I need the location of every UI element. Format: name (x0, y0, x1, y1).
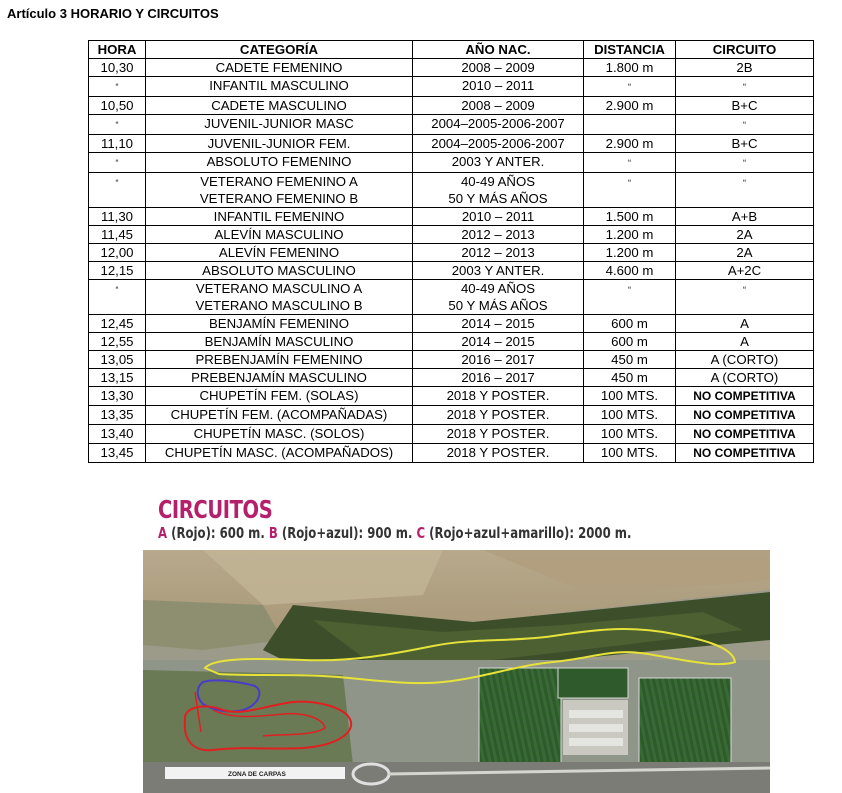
cell-ano-nac (413, 315, 584, 333)
cell-circuito (676, 406, 814, 425)
table-row (89, 369, 814, 387)
cell-circuito (676, 387, 814, 406)
cell-circuito (676, 244, 814, 262)
table-row (89, 59, 814, 77)
cell-distancia-text: 450 m (611, 370, 648, 385)
cell-distancia (584, 153, 676, 173)
cell-ano-nac-text: 2018 Y POSTER. (446, 407, 550, 422)
cell-categoria-text: JUVENIL-JUNIOR FEM. (207, 136, 351, 151)
cell-categoria-text: ABSOLUTO MASCULINO (202, 263, 356, 278)
cell-categoria (146, 135, 413, 153)
cell-categoria-text: BENJAMÍN MASCULINO (204, 334, 354, 349)
cell-categoria (146, 173, 413, 208)
cell-hora-text: “ (115, 158, 119, 168)
schedule-table (88, 40, 814, 463)
cell-categoria-text: INFANTIL MASCULINO (209, 78, 349, 93)
cell-hora-text: 11,30 (100, 209, 134, 224)
cell-ano-nac-text: 2004–2005-2006-2007 (431, 116, 565, 131)
cell-distancia-text: 100 MTS. (600, 407, 659, 422)
cell-ano-nac (413, 173, 584, 208)
table-row (89, 208, 814, 226)
cell-hora-text: “ (115, 82, 119, 92)
circuits-legend (158, 524, 631, 542)
cell-ano-nac (413, 406, 584, 425)
cell-ano-nac (413, 369, 584, 387)
table-header-row (89, 41, 814, 59)
circuit-a-text: (Rojo): 600 m. (167, 524, 269, 542)
circuit-b-letter: B (268, 524, 278, 542)
cell-circuito (676, 135, 814, 153)
circuit-a-letter: A (158, 524, 168, 542)
table-row (89, 135, 814, 153)
cell-hora-text: 12,45 (100, 316, 134, 331)
cell-categoria (146, 59, 413, 77)
cell-hora-text: 13,40 (100, 426, 134, 441)
cell-categoria-text: JUVENIL-JUNIOR MASC (204, 116, 354, 131)
cell-ano-nac (413, 280, 584, 315)
cell-categoria-text: PREBENJAMÍN MASCULINO (191, 370, 367, 385)
cell-hora (89, 173, 146, 208)
cell-hora (89, 115, 146, 135)
cell-hora (89, 59, 146, 77)
table-row (89, 153, 814, 173)
cell-categoria (146, 369, 413, 387)
cell-ano-nac-text: 50 Y MÁS AÑOS (448, 191, 548, 206)
cell-distancia (584, 387, 676, 406)
cell-ano-nac-text: 2010 – 2011 (461, 78, 535, 93)
cell-ano-nac (413, 97, 584, 115)
cell-hora-text: 12,00 (100, 245, 134, 260)
table-row (89, 315, 814, 333)
cell-hora-text: 13,15 (100, 370, 134, 385)
cell-hora-text: 11,45 (100, 227, 134, 242)
cell-distancia-text: 2.900 m (605, 136, 654, 151)
cell-hora-text: 12,55 (100, 334, 134, 349)
cell-categoria (146, 97, 413, 115)
cell-circuito (676, 262, 814, 280)
cell-distancia-text: “ (628, 82, 631, 92)
circuits-title: CIRCUITOS (158, 495, 273, 524)
cell-circuito-text: 2A (736, 245, 753, 260)
cell-ano-nac (413, 351, 584, 369)
cell-categoria (146, 153, 413, 173)
cell-ano-nac-text: 2018 Y POSTER. (446, 445, 550, 460)
cell-distancia (584, 351, 676, 369)
cell-ano-nac (413, 262, 584, 280)
cell-circuito (676, 444, 814, 463)
cell-categoria (146, 244, 413, 262)
cell-categoria-text: PREBENJAMÍN FEMENINO (195, 352, 363, 367)
cell-ano-nac-text: 40-49 AÑOS (460, 281, 536, 296)
table-row (89, 280, 814, 315)
cell-distancia (584, 425, 676, 444)
cell-ano-nac-text: 2003 Y ANTER. (451, 154, 545, 169)
circuit-aerial-map (143, 550, 770, 793)
cell-circuito-text: NO COMPETITIVA (693, 446, 796, 460)
cell-distancia-text: 1.500 m (605, 209, 654, 224)
cell-categoria (146, 115, 413, 135)
cell-hora (89, 280, 146, 315)
cell-ano-nac (413, 425, 584, 444)
cell-distancia (584, 97, 676, 115)
cell-hora (89, 387, 146, 406)
cell-circuito-text: “ (743, 285, 746, 295)
cell-hora (89, 444, 146, 463)
cell-ano-nac (413, 77, 584, 97)
cell-circuito-text: NO COMPETITIVA (693, 408, 796, 422)
cell-distancia (584, 333, 676, 351)
table-row (89, 97, 814, 115)
cell-ano-nac-text: 2008 – 2009 (461, 98, 535, 113)
cell-hora-text: 10,30 (100, 60, 134, 75)
table-row (89, 425, 814, 444)
cell-circuito-text: A (740, 334, 749, 349)
cell-distancia (584, 173, 676, 208)
header-ano-nac: AÑO NAC. (413, 41, 584, 59)
cell-circuito (676, 208, 814, 226)
cell-ano-nac-text: 50 Y MÁS AÑOS (448, 298, 548, 313)
cell-categoria-text: BENJAMÍN FEMENINO (209, 316, 349, 331)
article-heading: Artículo 3 HORARIO Y CIRCUITOS (7, 6, 219, 21)
cell-hora-text: “ (115, 285, 119, 295)
cell-distancia-text: “ (628, 178, 631, 188)
cell-distancia-text: 600 m (611, 316, 648, 331)
cell-ano-nac (413, 444, 584, 463)
cell-distancia (584, 226, 676, 244)
aerial-map-image (143, 550, 770, 793)
header-circuito: CIRCUITO (676, 41, 814, 59)
cell-ano-nac (413, 135, 584, 153)
cell-ano-nac (413, 208, 584, 226)
cell-distancia-text: 1.200 m (605, 227, 654, 242)
cell-circuito (676, 115, 814, 135)
circuit-c-text: (Rojo+azul+amarillo): 2000 m. (425, 524, 632, 542)
cell-hora (89, 369, 146, 387)
cell-hora (89, 333, 146, 351)
cell-categoria (146, 425, 413, 444)
cell-categoria-text: VETERANO MASCULINO A (195, 281, 363, 296)
cell-hora-text: 13,45 (100, 445, 134, 460)
cell-hora (89, 406, 146, 425)
table-row (89, 333, 814, 351)
cell-ano-nac-text: 2010 – 2011 (461, 209, 535, 224)
cell-ano-nac-text: 2004–2005-2006-2007 (431, 136, 565, 151)
cell-categoria (146, 226, 413, 244)
cell-hora (89, 226, 146, 244)
table-row (89, 406, 814, 425)
cell-circuito-text: 2A (736, 227, 753, 242)
cell-categoria-text: CHUPETÍN FEM. (SOLAS) (199, 388, 359, 403)
cell-circuito-text: “ (743, 158, 746, 168)
cell-circuito-text: NO COMPETITIVA (693, 389, 796, 403)
cell-distancia (584, 77, 676, 97)
cell-circuito-text: A (740, 316, 749, 331)
cell-categoria (146, 351, 413, 369)
cell-categoria (146, 387, 413, 406)
cell-circuito (676, 153, 814, 173)
cell-circuito-text: NO COMPETITIVA (693, 427, 796, 441)
cell-circuito (676, 315, 814, 333)
table-row (89, 173, 814, 208)
cell-circuito-text: “ (743, 82, 746, 92)
cell-distancia (584, 280, 676, 315)
cell-circuito (676, 425, 814, 444)
cell-categoria-text: CHUPETÍN MASC. (SOLOS) (193, 426, 365, 441)
cell-hora (89, 153, 146, 173)
cell-categoria (146, 444, 413, 463)
cell-ano-nac (413, 244, 584, 262)
cell-circuito (676, 226, 814, 244)
cell-distancia (584, 135, 676, 153)
cell-categoria (146, 315, 413, 333)
cell-categoria (146, 406, 413, 425)
cell-categoria-text: VETERANO FEMENINO A (200, 174, 358, 189)
cell-circuito (676, 173, 814, 208)
cell-distancia-text: 600 m (611, 334, 648, 349)
zona-de-carpas-label: ZONA DE CARPAS (228, 771, 286, 778)
cell-hora-text: “ (115, 120, 119, 130)
cell-distancia (584, 444, 676, 463)
cell-circuito (676, 280, 814, 315)
cell-distancia-text: 100 MTS. (600, 388, 659, 403)
cell-distancia-text: “ (628, 158, 631, 168)
cell-categoria-text: CADETE MASCULINO (211, 98, 347, 113)
circuit-c-letter: C (416, 524, 426, 542)
table-row (89, 115, 814, 135)
cell-hora-text: “ (115, 178, 119, 188)
cell-ano-nac (413, 59, 584, 77)
cell-ano-nac-text: 2012 – 2013 (461, 227, 535, 242)
cell-hora (89, 262, 146, 280)
header-categoria: CATEGORÍA (146, 41, 413, 59)
cell-hora-text: 12,15 (100, 263, 134, 278)
cell-ano-nac-text: 2016 – 2017 (461, 352, 535, 367)
cell-hora (89, 351, 146, 369)
cell-hora-text: 10,50 (100, 98, 134, 113)
cell-circuito-text: A (CORTO) (710, 352, 779, 367)
cell-hora-text: 13,35 (100, 407, 134, 422)
cell-distancia-text: 450 m (611, 352, 648, 367)
cell-hora (89, 97, 146, 115)
cell-distancia (584, 369, 676, 387)
cell-ano-nac (413, 387, 584, 406)
table-row (89, 262, 814, 280)
cell-distancia-text: 100 MTS. (600, 426, 659, 441)
cell-categoria-text: CADETE FEMENINO (215, 60, 343, 75)
cell-hora (89, 135, 146, 153)
cell-distancia (584, 262, 676, 280)
cell-categoria (146, 262, 413, 280)
cell-ano-nac-text: 2014 – 2015 (461, 334, 535, 349)
cell-circuito-text: “ (743, 120, 746, 130)
cell-categoria-text: INFANTIL FEMENINO (213, 209, 345, 224)
cell-ano-nac (413, 115, 584, 135)
table-row (89, 444, 814, 463)
cell-hora (89, 315, 146, 333)
cell-hora (89, 208, 146, 226)
cell-circuito-text: “ (743, 178, 746, 188)
cell-hora (89, 425, 146, 444)
cell-circuito-text: A+B (731, 209, 758, 224)
cell-circuito-text: B+C (731, 136, 758, 151)
cell-circuito (676, 97, 814, 115)
cell-ano-nac-text: 2018 Y POSTER. (446, 426, 550, 441)
header-distancia: DISTANCIA (584, 41, 676, 59)
cell-distancia-text: 100 MTS. (600, 445, 659, 460)
cell-categoria (146, 77, 413, 97)
cell-hora (89, 244, 146, 262)
cell-ano-nac (413, 226, 584, 244)
cell-ano-nac-text: 2016 – 2017 (461, 370, 535, 385)
cell-circuito (676, 333, 814, 351)
cell-categoria-text: ABSOLUTO FEMENINO (206, 154, 352, 169)
cell-distancia (584, 315, 676, 333)
cell-categoria-text: CHUPETÍN FEM. (ACOMPAÑADAS) (170, 407, 388, 422)
cell-circuito-text: A+2C (727, 263, 762, 278)
cell-distancia-text: “ (628, 285, 631, 295)
cell-circuito (676, 77, 814, 97)
cell-ano-nac (413, 333, 584, 351)
cell-distancia-text: 1.200 m (605, 245, 654, 260)
cell-categoria-text: ALEVÍN FEMENINO (218, 245, 340, 260)
cell-categoria-text: CHUPETÍN MASC. (ACOMPAÑADOS) (164, 445, 394, 460)
cell-distancia (584, 115, 676, 135)
table-row (89, 77, 814, 97)
cell-circuito (676, 351, 814, 369)
cell-categoria (146, 208, 413, 226)
cell-hora-text: 11,10 (100, 136, 134, 151)
cell-circuito-text: A (CORTO) (710, 370, 779, 385)
cell-categoria (146, 280, 413, 315)
cell-distancia-text: 1.800 m (605, 60, 654, 75)
cell-distancia (584, 208, 676, 226)
cell-categoria (146, 333, 413, 351)
cell-distancia-text: 2.900 m (605, 98, 654, 113)
cell-ano-nac-text: 2003 Y ANTER. (451, 263, 545, 278)
cell-distancia (584, 244, 676, 262)
cell-ano-nac-text: 2012 – 2013 (461, 245, 535, 260)
cell-circuito-text: 2B (736, 60, 753, 75)
cell-circuito (676, 59, 814, 77)
cell-circuito-text: B+C (731, 98, 758, 113)
cell-ano-nac-text: 40-49 AÑOS (460, 174, 536, 189)
circuit-b-text: (Rojo+azul): 900 m. (277, 524, 417, 542)
cell-hora (89, 77, 146, 97)
table-row (89, 226, 814, 244)
cell-circuito (676, 369, 814, 387)
table-row (89, 351, 814, 369)
cell-ano-nac-text: 2018 Y POSTER. (446, 388, 550, 403)
cell-ano-nac-text: 2008 – 2009 (461, 60, 535, 75)
table-row (89, 387, 814, 406)
header-hora: HORA (89, 41, 146, 59)
cell-hora-text: 13,05 (100, 352, 134, 367)
cell-distancia (584, 406, 676, 425)
cell-categoria-text: VETERANO FEMENINO B (199, 191, 359, 206)
table-row (89, 244, 814, 262)
cell-distancia-text: 4.600 m (605, 263, 654, 278)
cell-ano-nac (413, 153, 584, 173)
cell-categoria-text: ALEVÍN MASCULINO (214, 227, 344, 242)
cell-distancia (584, 59, 676, 77)
cell-categoria-text: VETERANO MASCULINO B (195, 298, 363, 313)
cell-hora-text: 13,30 (100, 388, 134, 403)
cell-ano-nac-text: 2014 – 2015 (461, 316, 535, 331)
